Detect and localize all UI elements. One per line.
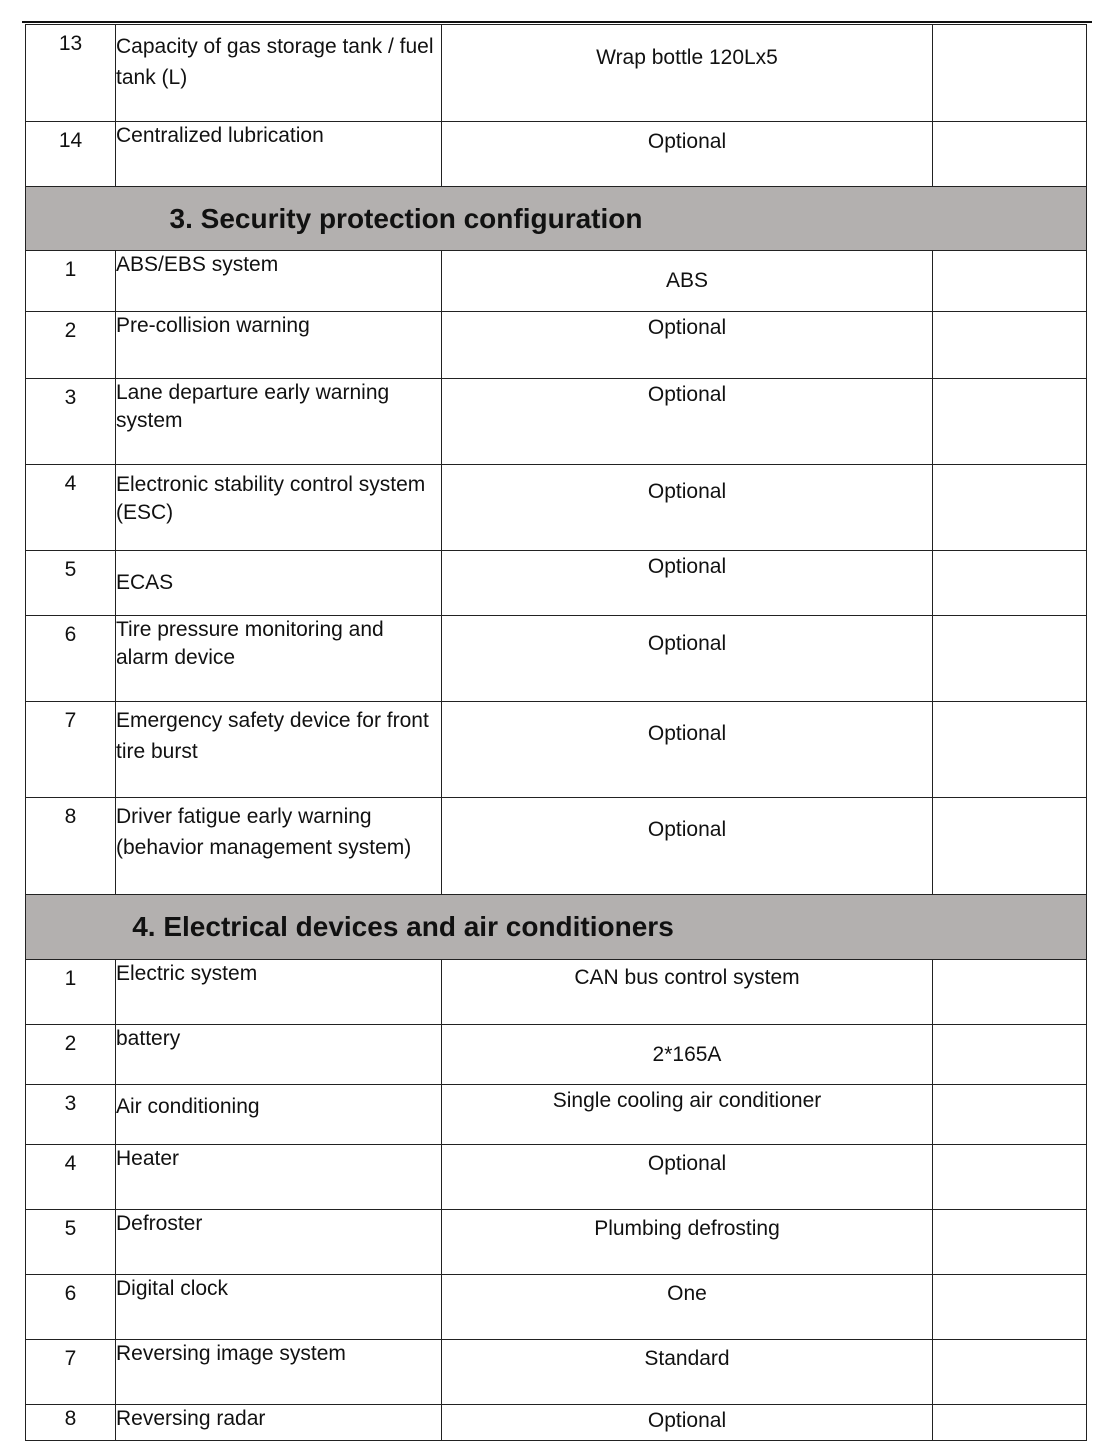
item-value: Optional: [442, 702, 933, 798]
section-title: 3. Security protection configuration: [169, 202, 643, 234]
item-remark: [933, 1405, 1087, 1441]
row-number: 7: [64, 709, 77, 732]
item-name: Digital clock: [116, 1275, 442, 1340]
table-row: [26, 465, 1087, 551]
item-value: Optional: [442, 1145, 933, 1210]
table-row: [26, 25, 1087, 122]
item-remark: [933, 312, 1087, 379]
item-name: Electronic stability control system (ESC): [116, 465, 442, 551]
item-value: Single cooling air conditioner: [442, 1085, 933, 1145]
row-number: 2: [64, 319, 77, 342]
item-remark: [933, 25, 1087, 122]
item-remark: [933, 251, 1087, 312]
row-number: 1: [64, 967, 77, 990]
item-value: ABS: [442, 251, 933, 312]
row-number: 13: [58, 32, 83, 55]
item-name: Centralized lubrication: [116, 122, 442, 187]
section-title: 4. Electrical devices and air conditioners: [132, 911, 674, 942]
row-number: 8: [64, 1407, 77, 1430]
item-remark: [933, 465, 1087, 551]
item-name: Pre-collision warning: [116, 312, 442, 379]
item-name: ABS/EBS system: [116, 251, 442, 312]
item-remark: [933, 1025, 1087, 1085]
row-number: 5: [64, 1217, 77, 1240]
row-number: 8: [64, 805, 77, 828]
table-row: [26, 551, 1087, 616]
item-remark: [933, 1210, 1087, 1275]
row-number: 5: [64, 558, 77, 581]
item-value: One: [442, 1275, 933, 1340]
item-name: Reversing image system: [116, 1340, 442, 1405]
row-number: 3: [64, 1092, 77, 1115]
item-remark: [933, 551, 1087, 616]
item-value: Wrap bottle 120Lx5: [442, 25, 933, 122]
item-name: Emergency safety device for front tire burst: [116, 702, 442, 798]
item-value: Optional: [442, 122, 933, 187]
row-number: 1: [64, 258, 77, 281]
row-number: 4: [64, 472, 77, 495]
item-remark: [933, 1340, 1087, 1405]
item-value: Optional: [442, 1405, 933, 1441]
item-value: Optional: [442, 312, 933, 379]
table-row: [26, 702, 1087, 798]
table-row: [26, 1405, 1087, 1441]
item-remark: [933, 1275, 1087, 1340]
row-number: 3: [64, 386, 77, 409]
table-row: [26, 1340, 1087, 1405]
table-row: [26, 1275, 1087, 1340]
table-row: [26, 1025, 1087, 1085]
table-row: [26, 312, 1087, 379]
item-name: Heater: [116, 1145, 442, 1210]
table-row: [26, 122, 1087, 187]
item-remark: [933, 1145, 1087, 1210]
section-header: [26, 187, 1087, 251]
item-name: Tire pressure monitoring and alarm device: [116, 616, 442, 702]
item-name: Reversing radar: [116, 1405, 442, 1441]
spec-table: [25, 24, 1087, 1441]
item-name: Lane departure early warning system: [116, 379, 442, 465]
row-number: 6: [64, 1282, 77, 1305]
item-name: ECAS: [116, 551, 442, 616]
table-row: [26, 1210, 1087, 1275]
item-value: Standard: [442, 1340, 933, 1405]
item-remark: [933, 616, 1087, 702]
row-number: 2: [64, 1032, 77, 1055]
item-name: Air conditioning: [116, 1085, 442, 1145]
item-value: Optional: [442, 551, 933, 616]
table-row: [26, 616, 1087, 702]
item-value: 2*165A: [442, 1025, 933, 1085]
table-row: [26, 379, 1087, 465]
item-remark: [933, 960, 1087, 1025]
item-remark: [933, 122, 1087, 187]
item-value: CAN bus control system: [442, 960, 933, 1025]
table-row: [26, 798, 1087, 895]
item-name: Electric system: [116, 960, 442, 1025]
item-remark: [933, 1085, 1087, 1145]
item-name: battery: [116, 1025, 442, 1085]
item-remark: [933, 379, 1087, 465]
row-number: 14: [58, 129, 83, 152]
item-remark: [933, 702, 1087, 798]
item-value: Optional: [442, 379, 933, 465]
table-row: [26, 1145, 1087, 1210]
item-remark: [933, 798, 1087, 895]
section-header: [26, 895, 1087, 960]
table-row: [26, 251, 1087, 312]
table-row: [26, 960, 1087, 1025]
row-number: 6: [64, 623, 77, 646]
item-name: Driver fatigue early warning (behavior management system): [116, 798, 442, 895]
item-value: Plumbing defrosting: [442, 1210, 933, 1275]
item-value: Optional: [442, 616, 933, 702]
item-name: Capacity of gas storage tank / fuel tank (L): [116, 25, 442, 122]
row-number: 7: [64, 1347, 77, 1370]
row-number: 4: [64, 1152, 77, 1175]
top-rule: [22, 21, 1092, 23]
table-row: [26, 1085, 1087, 1145]
item-name: Defroster: [116, 1210, 442, 1275]
item-value: Optional: [442, 465, 933, 551]
item-value: Optional: [442, 798, 933, 895]
